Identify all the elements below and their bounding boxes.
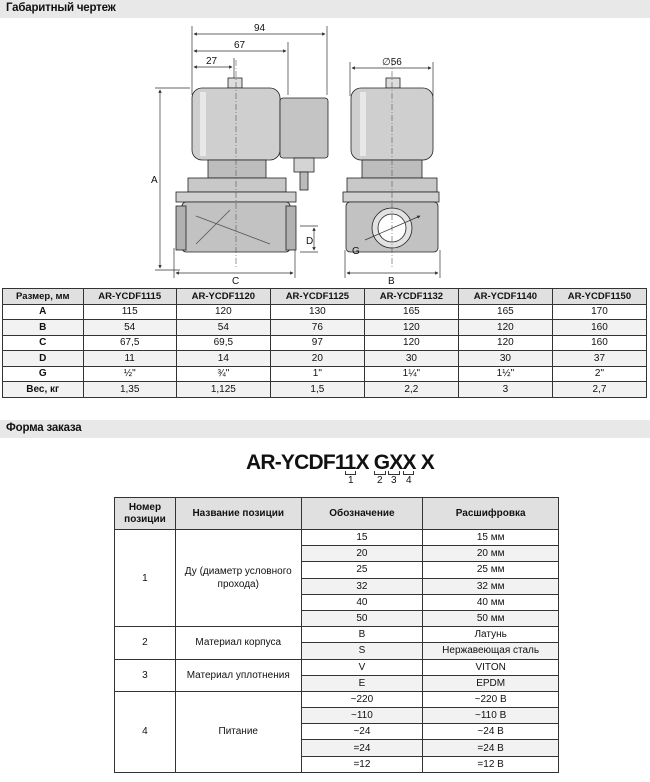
table-cell: ~24 В: [423, 724, 559, 740]
table-cell: V: [301, 659, 423, 675]
dim-a-label: A: [151, 175, 158, 186]
table-row: [115, 691, 559, 707]
table-cell: 20 мм: [423, 546, 559, 562]
table-header: AR-YCDF1132: [364, 289, 458, 305]
table-cell: 130: [270, 304, 364, 320]
table-cell: 25: [301, 562, 423, 578]
table-cell: 1,5: [270, 382, 364, 398]
position-number: 2: [115, 627, 176, 659]
table-cell: 1½": [458, 366, 552, 382]
table-cell: Нержавеющая сталь: [423, 643, 559, 659]
table-cell: 120: [364, 335, 458, 351]
table-cell: 1": [270, 366, 364, 382]
drawing-section-title: Габаритный чертеж: [6, 2, 116, 14]
table-cell: 11: [83, 351, 176, 367]
code-number-4: 4: [406, 475, 412, 486]
table-cell: 120: [176, 304, 270, 320]
table-header-row: [115, 498, 559, 530]
table-header: AR-YCDF1140: [458, 289, 552, 305]
position-name: Питание: [175, 691, 301, 772]
table-row: [3, 351, 647, 367]
table-cell: 1,35: [83, 382, 176, 398]
position-number: 3: [115, 659, 176, 691]
table-cell: VITON: [423, 659, 559, 675]
table-cell: =24 В: [423, 740, 559, 756]
table-cell: 15: [301, 530, 423, 546]
table-cell: ½": [83, 366, 176, 382]
table-cell: 2": [552, 366, 646, 382]
table-cell: 120: [364, 320, 458, 336]
code-number-2: 2: [377, 475, 383, 486]
position-name: Материал уплотнения: [175, 659, 301, 691]
table-header: AR-YCDF1125: [270, 289, 364, 305]
table-cell: 32: [301, 578, 423, 594]
table-cell: 32 мм: [423, 578, 559, 594]
table-cell: 67,5: [83, 335, 176, 351]
table-row: [3, 304, 647, 320]
table-cell: D: [3, 351, 84, 367]
table-cell: 160: [552, 320, 646, 336]
dim-g-label: G: [352, 246, 360, 257]
table-row: [3, 335, 647, 351]
table-row: [115, 530, 559, 546]
table-cell: 69,5: [176, 335, 270, 351]
dim-b-label: B: [388, 276, 395, 287]
table-cell: 160: [552, 335, 646, 351]
position-number: 4: [115, 691, 176, 772]
table-cell: C: [3, 335, 84, 351]
dimension-table: [2, 288, 647, 398]
table-cell: 165: [364, 304, 458, 320]
table-cell: 40 мм: [423, 594, 559, 610]
code-number-1: 1: [348, 475, 354, 486]
table-cell: 54: [83, 320, 176, 336]
table-row: [115, 627, 559, 643]
table-cell: 40: [301, 594, 423, 610]
table-cell: 170: [552, 304, 646, 320]
table-cell: 14: [176, 351, 270, 367]
table-cell: 30: [458, 351, 552, 367]
table-row: [3, 366, 647, 382]
table-cell: ~110: [301, 708, 423, 724]
order-section-bar: [0, 420, 650, 438]
table-cell: ¾": [176, 366, 270, 382]
table-header: Номер позиции: [115, 498, 176, 530]
table-cell: 97: [270, 335, 364, 351]
table-cell: G: [3, 366, 84, 382]
dimension-drawing: [0, 20, 650, 290]
table-header: Размер, мм: [3, 289, 84, 305]
table-cell: ~110 В: [423, 708, 559, 724]
table-cell: 1¼": [364, 366, 458, 382]
table-cell: 37: [552, 351, 646, 367]
table-header: Расшифровка: [423, 498, 559, 530]
table-cell: A: [3, 304, 84, 320]
table-header: AR-YCDF1115: [83, 289, 176, 305]
table-cell: S: [301, 643, 423, 659]
table-cell: 120: [458, 320, 552, 336]
table-row: [115, 659, 559, 675]
table-cell: B: [3, 320, 84, 336]
table-cell: 165: [458, 304, 552, 320]
table-cell: 115: [83, 304, 176, 320]
code-number-3: 3: [391, 475, 397, 486]
table-cell: =24: [301, 740, 423, 756]
table-cell: EPDM: [423, 675, 559, 691]
table-cell: B: [301, 627, 423, 643]
dim-c-label: C: [232, 276, 240, 287]
table-cell: ~220 В: [423, 691, 559, 707]
table-cell: 20: [270, 351, 364, 367]
table-header: Название позиции: [175, 498, 301, 530]
table-cell: ~220: [301, 691, 423, 707]
dim-d-label: D: [306, 236, 314, 247]
table-cell: Вес, кг: [3, 382, 84, 398]
order-section-title: Форма заказа: [6, 422, 82, 434]
dim-94-label: 94: [254, 23, 266, 34]
table-cell: =12: [301, 756, 423, 772]
table-cell: 3: [458, 382, 552, 398]
table-header: Обозначение: [301, 498, 423, 530]
table-cell: 120: [458, 335, 552, 351]
table-cell: E: [301, 675, 423, 691]
table-cell: 50 мм: [423, 610, 559, 626]
table-cell: 30: [364, 351, 458, 367]
table-cell: ~24: [301, 724, 423, 740]
table-row: [3, 320, 647, 336]
table-cell: 1,125: [176, 382, 270, 398]
position-number: 1: [115, 530, 176, 627]
table-cell: 76: [270, 320, 364, 336]
table-cell: =12 В: [423, 756, 559, 772]
table-header-row: [3, 289, 647, 305]
table-cell: 25 мм: [423, 562, 559, 578]
table-cell: 2,7: [552, 382, 646, 398]
position-name: Материал корпуса: [175, 627, 301, 659]
table-cell: 2,2: [364, 382, 458, 398]
dim-67-label: 67: [234, 40, 246, 51]
position-name: Ду (диаметр условного прохода): [175, 530, 301, 627]
table-cell: 50: [301, 610, 423, 626]
table-header: AR-YCDF1120: [176, 289, 270, 305]
dim-56-label: ∅56: [382, 57, 402, 68]
table-row: [3, 382, 647, 398]
table-header: AR-YCDF1150: [552, 289, 646, 305]
dim-27-label: 27: [206, 56, 218, 67]
table-cell: 15 мм: [423, 530, 559, 546]
order-table: [114, 497, 559, 773]
table-cell: 20: [301, 546, 423, 562]
model-code: AR-YCDF11X GXX X: [246, 451, 434, 474]
table-cell: 54: [176, 320, 270, 336]
table-cell: Латунь: [423, 627, 559, 643]
